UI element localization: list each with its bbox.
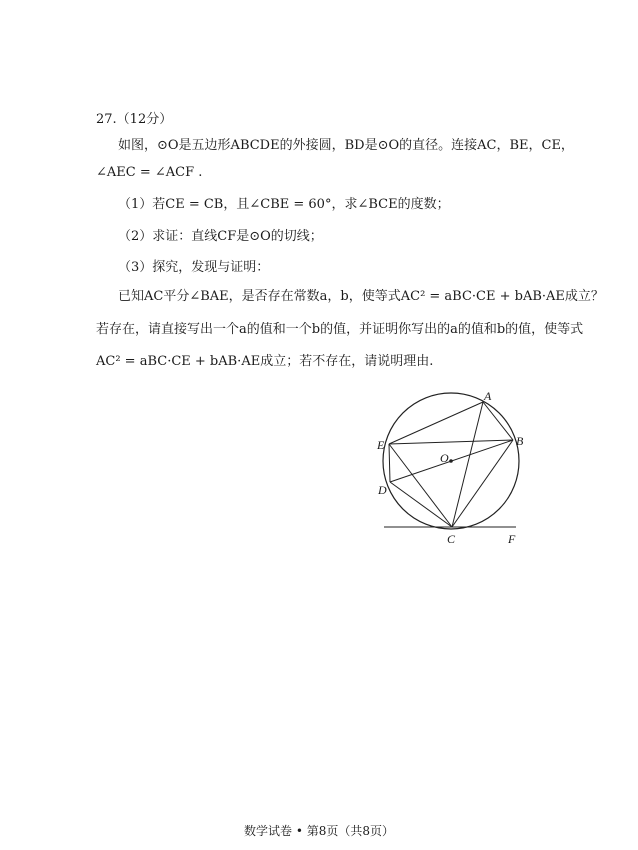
part3-line3: AC² = aBC·CE + bAB·AE成立；若不存在，请说明理由. bbox=[96, 354, 434, 369]
label-e: E bbox=[377, 438, 385, 452]
center-point-o bbox=[449, 459, 453, 463]
segment-eb bbox=[389, 440, 513, 444]
segment-ac bbox=[452, 402, 483, 527]
segment-ea bbox=[389, 402, 483, 444]
segment-bc bbox=[452, 440, 513, 527]
problem-number: 27.（12分） bbox=[96, 112, 173, 127]
part3-line1: 已知AC平分∠BAE，是否存在常数a，b，使等式AC² = aBC·CE + bAB·AE成立？ bbox=[118, 289, 604, 304]
part1-question: （1）若CE = CB，且∠CBE = 60°，求∠BCE的度数； bbox=[118, 197, 450, 212]
segment-de bbox=[389, 444, 390, 482]
problem-stem-line1: 如图，⊙O是五边形ABCDE的外接圆，BD是⊙O的直径。连接AC，BE，CE， bbox=[118, 138, 574, 153]
label-f: F bbox=[508, 532, 516, 546]
part3-heading: （3）探究，发现与证明： bbox=[118, 260, 270, 275]
problem-stem-line2: ∠AEC = ∠ACF . bbox=[96, 165, 203, 180]
label-o: O bbox=[440, 451, 449, 465]
part2-question: （2）求证：直线CF是⊙O的切线； bbox=[118, 229, 323, 244]
label-a: A bbox=[484, 389, 492, 403]
part3-line2: 若存在，请直接写出一个a的值和一个b的值，并证明你写出的a的值和b的值，使等式 bbox=[96, 322, 584, 337]
page-footer: 数学试卷 • 第8页（共8页） bbox=[244, 824, 394, 838]
label-b: B bbox=[516, 434, 524, 448]
label-d: D bbox=[378, 483, 387, 497]
segment-ab bbox=[483, 402, 513, 440]
geometry-figure bbox=[372, 386, 542, 551]
label-c: C bbox=[447, 532, 456, 546]
